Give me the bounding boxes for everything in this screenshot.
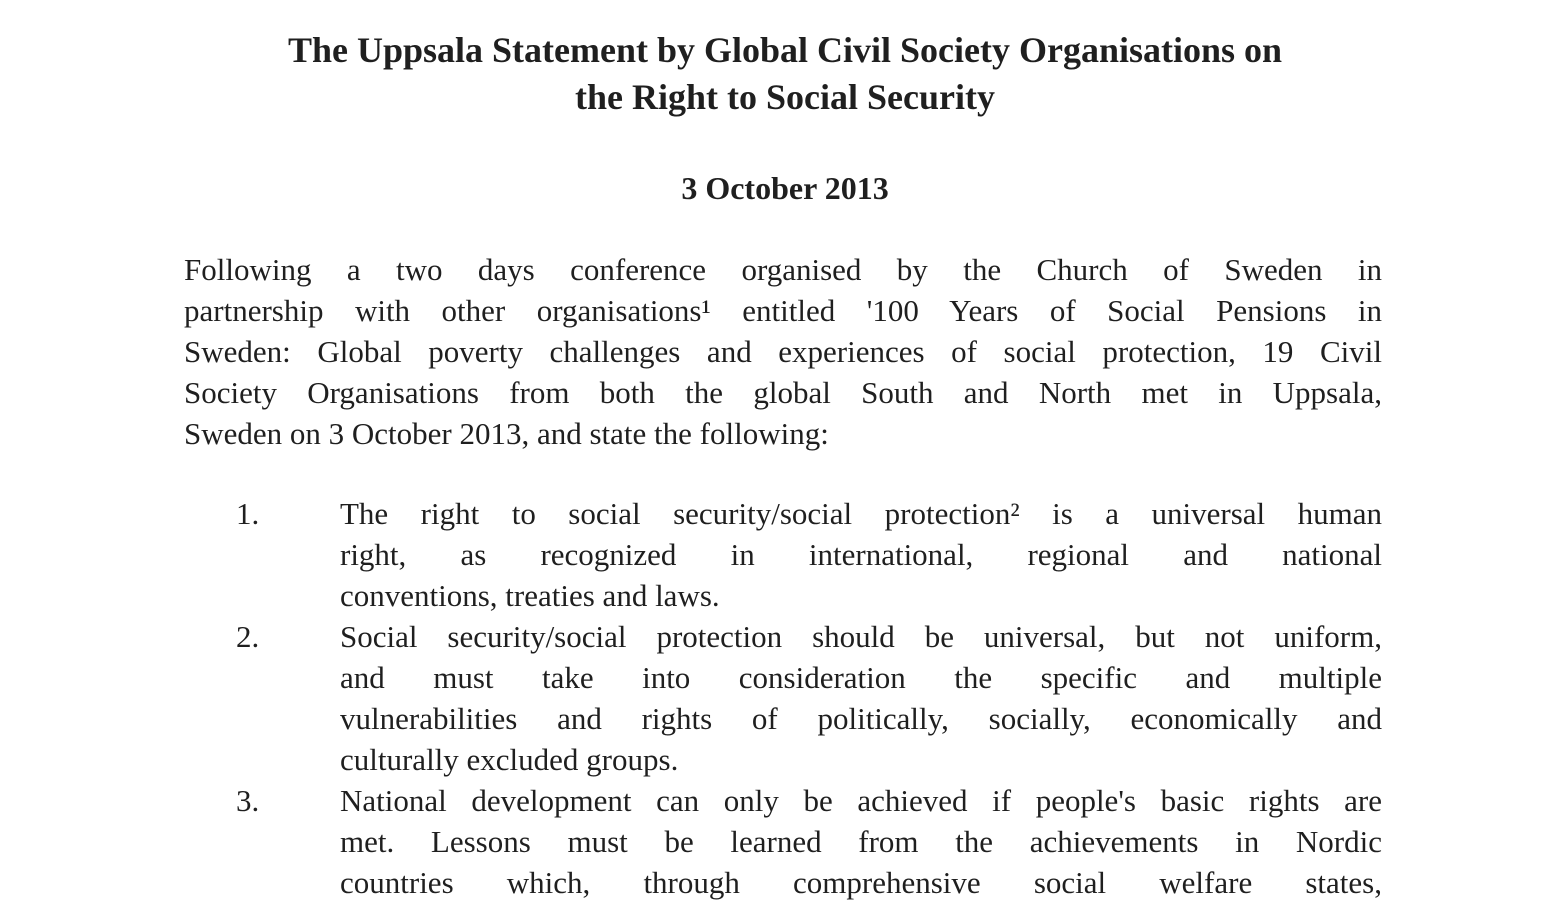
intro-line-3: Sweden: Global poverty challenges and experiences of social protection, 19 Civil — [184, 334, 1382, 369]
list-item-number: 3. — [236, 783, 260, 818]
intro-line-5: Sweden on 3 October 2013, and state the following: — [184, 416, 829, 451]
document-title-line-1: The Uppsala Statement by Global Civil Society Organisations on — [287, 30, 1283, 70]
list-item-line: vulnerabilities and rights of politically, socially, economically and — [340, 701, 1382, 736]
list-item-line: Social security/social protection should be universal, but not uniform, — [340, 619, 1382, 654]
list-item-line: culturally excluded groups. — [340, 742, 679, 777]
list-item-line: met. Lessons must be learned from the achievements in Nordic — [340, 824, 1382, 859]
intro-line-2: partnership with other organisations¹ entitled '100 Years of Social Pensions in — [184, 293, 1382, 328]
document-title-line-2: the Right to Social Security — [575, 77, 995, 117]
intro-line-4: Society Organisations from both the global South and North met in Uppsala, — [184, 375, 1382, 410]
intro-line-1: Following a two days conference organised by the Church of Sweden in — [184, 252, 1382, 287]
list-item-number: 2. — [236, 619, 260, 654]
list-item-number: 1. — [236, 496, 260, 531]
list-item-line: conventions, treaties and laws. — [340, 578, 720, 613]
list-item-line: National development can only be achieved if people's basic rights are — [340, 783, 1382, 818]
document-date: 3 October 2013 — [681, 170, 889, 206]
list-item-line: right, as recognized in international, regional and national — [340, 537, 1382, 572]
list-item-line: The right to social security/social protection² is a universal human — [340, 496, 1382, 531]
list-item-line: and must take into consideration the specific and multiple — [340, 660, 1382, 695]
list-item-line: countries which, through comprehensive social welfare states, — [340, 865, 1382, 900]
